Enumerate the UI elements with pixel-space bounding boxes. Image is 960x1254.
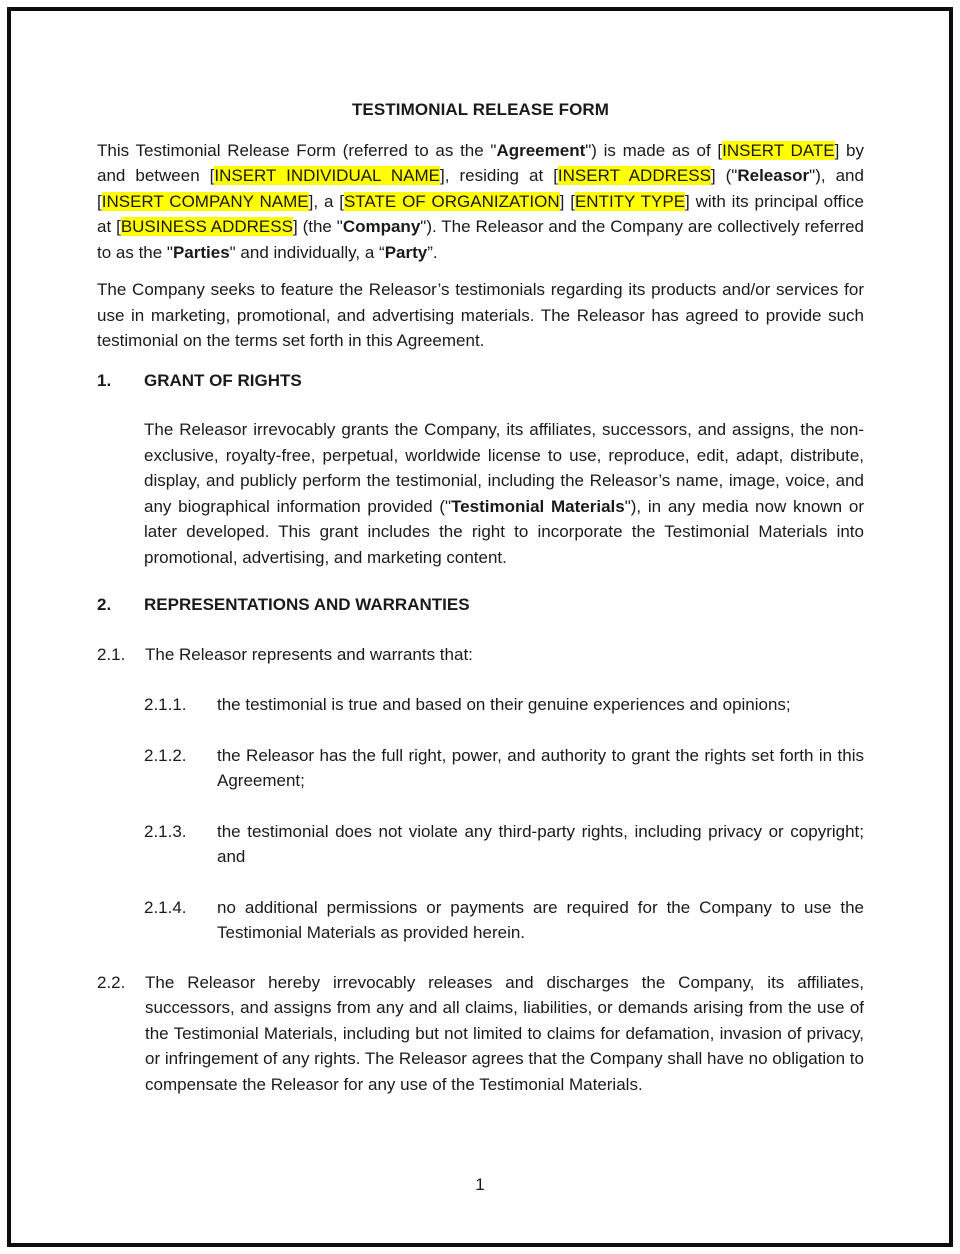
bold-term: Releasor bbox=[737, 166, 810, 185]
text-run: The Company seeks to feature the Releasor’s testimonials regarding its products and/or services for use in marketing, promotional, and advertising materials. The Releasor has agreed to provide such testimonial on the terms set forth in this Agreement. bbox=[97, 280, 864, 350]
document-sections bbox=[97, 368, 864, 1098]
text-run: the testimonial is true and based on their genuine experiences and opinions; bbox=[217, 695, 791, 714]
document-intro bbox=[97, 138, 864, 354]
text-run: " and individually, a “ bbox=[229, 242, 385, 262]
text-run: "), and [ bbox=[97, 166, 864, 211]
highlighted-placeholder: STATE OF ORGANIZATION bbox=[343, 191, 560, 211]
clause-text bbox=[145, 970, 864, 1098]
text-run: This Testimonial Release Form (referred to as the " bbox=[97, 140, 497, 160]
text-run: The Releasor represents and warrants that: bbox=[145, 644, 473, 664]
highlighted-placeholder: INSERT ADDRESS bbox=[557, 166, 711, 185]
section-heading-row bbox=[97, 592, 864, 618]
section-heading-row bbox=[97, 368, 864, 394]
subclause bbox=[144, 819, 864, 870]
intro-paragraph bbox=[97, 138, 864, 266]
text-run: ], a [ bbox=[308, 191, 344, 211]
section-number: 2. bbox=[97, 595, 112, 614]
subclause bbox=[144, 743, 864, 794]
clause-text bbox=[145, 642, 864, 668]
section-number: 1. bbox=[97, 370, 112, 390]
highlighted-placeholder: ENTITY TYPE bbox=[574, 191, 686, 211]
subclause-number: 2.1.4. bbox=[144, 897, 187, 917]
clause bbox=[97, 970, 864, 1098]
section-heading: REPRESENTATIONS AND WARRANTIES bbox=[144, 595, 470, 614]
clause bbox=[97, 642, 864, 668]
page-number: 1 bbox=[475, 1174, 485, 1194]
section-heading: GRANT OF RIGHTS bbox=[144, 370, 302, 390]
document-content bbox=[97, 97, 864, 1097]
subclause bbox=[144, 692, 864, 718]
subclause-number: 2.1.2. bbox=[144, 745, 187, 765]
highlighted-placeholder: INSERT COMPANY NAME bbox=[101, 191, 309, 211]
text-run: "). The Releasor and the Company are collectively referred to as the " bbox=[97, 217, 865, 262]
section-paragraph bbox=[144, 417, 864, 570]
subclause bbox=[144, 895, 864, 946]
text-run: ] (" bbox=[710, 166, 738, 185]
subclause-text bbox=[217, 819, 864, 870]
bold-term: Agreement bbox=[496, 140, 586, 160]
bold-term: Party bbox=[384, 242, 428, 262]
highlighted-placeholder: INSERT DATE bbox=[722, 140, 835, 160]
text-run: no additional permissions or payments are required for the Company to use the Testimonial Materials as provided herein. bbox=[217, 897, 864, 942]
subclause-number: 2.1.3. bbox=[144, 821, 187, 841]
bold-term: Company bbox=[342, 217, 421, 236]
page-border-frame bbox=[7, 7, 953, 1247]
intro-paragraph bbox=[97, 277, 864, 354]
text-run: ”. bbox=[427, 242, 438, 262]
text-run: ] with its principal office at [ bbox=[97, 191, 864, 236]
clause-number: 2.1. bbox=[97, 644, 126, 664]
highlighted-placeholder: INSERT INDIVIDUAL NAME bbox=[214, 166, 441, 185]
subclause-number: 2.1.1. bbox=[144, 695, 187, 714]
subclause-text bbox=[217, 743, 864, 794]
text-run: ], residing at [ bbox=[440, 166, 558, 185]
text-run: the Releasor has the full right, power, and authority to grant the rights set forth in this Agreement; bbox=[217, 745, 864, 790]
text-run: The Releasor hereby irrevocably releases and discharges the Company, its affiliates, successors, and assigns from any and all claims, liabilities, or demands arising from the use of the Testimonial Materials, including but not limited to claims for defamation, invasion of privacy, or infringement of any rights. The Releasor agrees that the Company shall have no obligation to compensate the Releasor for any use of the Testimonial Materials. bbox=[145, 972, 864, 1094]
bold-term: Testimonial Materials bbox=[451, 496, 625, 516]
text-run: "), in any media now known or later developed. This grant includes the right to incorporate the Testimonial Materials into promotional, advertising, and marketing content. bbox=[144, 496, 864, 567]
text-run: ] (the " bbox=[292, 217, 343, 236]
clause-number: 2.2. bbox=[97, 972, 126, 992]
text-run: the testimonial does not violate any third-party rights, including privacy or copyright; and bbox=[217, 821, 864, 866]
text-run: ") is made as of [ bbox=[585, 140, 723, 160]
highlighted-placeholder: BUSINESS ADDRESS bbox=[120, 217, 293, 236]
subclause-text bbox=[217, 895, 864, 946]
section bbox=[97, 592, 864, 1097]
subclause-text bbox=[217, 692, 864, 718]
text-run: The Releasor irrevocably grants the Company, its affiliates, successors, and assigns, the non-exclusive, royalty-free, perpetual, worldwide license to use, reproduce, edit, adapt, distribute, display, and publicly perform the testimonial, including the Releasor’s name, image, voice, and any biographical information provided (" bbox=[144, 420, 864, 516]
text-run: ] by and between [ bbox=[97, 140, 864, 185]
section bbox=[97, 368, 864, 571]
text-run: ] [ bbox=[559, 191, 575, 211]
bold-term: Parties bbox=[172, 242, 230, 262]
document-title: TESTIMONIAL RELEASE FORM bbox=[351, 100, 610, 119]
